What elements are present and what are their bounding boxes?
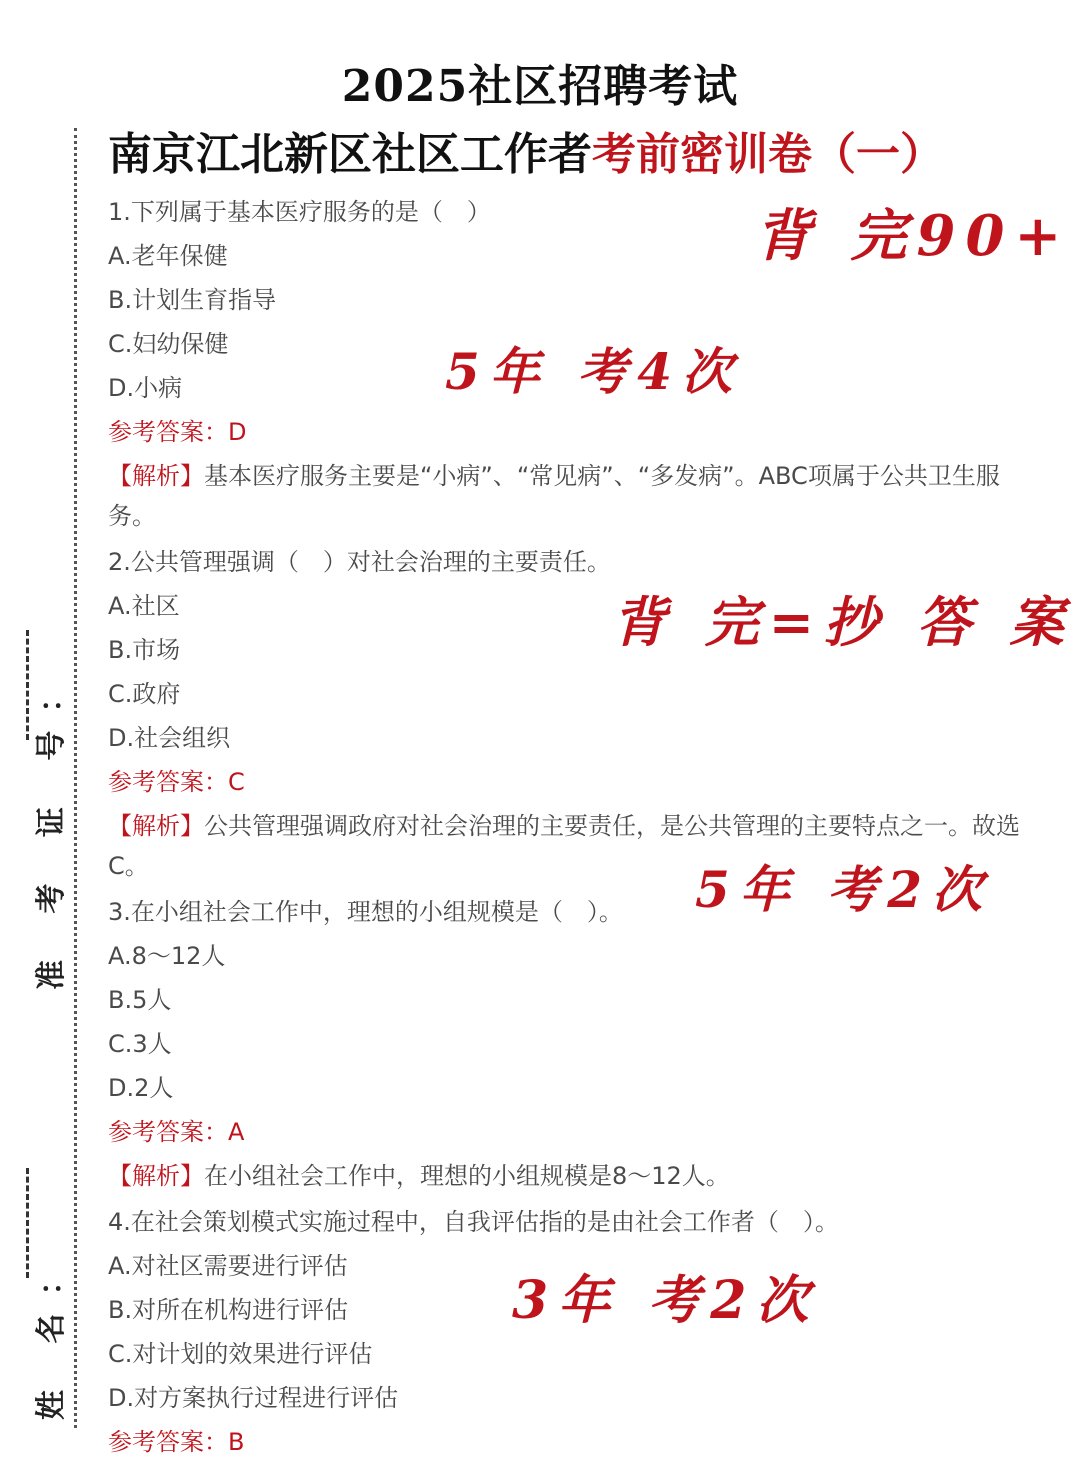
- option: C.对计划的效果进行评估: [108, 1340, 373, 1368]
- answer: 参考答案：B: [108, 1428, 245, 1456]
- question-text: 2.公共管理强调（ ）对社会治理的主要责任。: [108, 548, 611, 576]
- option: A.对社区需要进行评估: [108, 1252, 348, 1280]
- question-text: 3.在小组社会工作中，理想的小组规模是（ ）。: [108, 898, 623, 926]
- option: D.对方案执行过程进行评估: [108, 1384, 399, 1412]
- option: C.政府: [108, 680, 181, 708]
- annotation-copy-answers: 背 完=抄 答 案: [612, 590, 1074, 654]
- analysis-tag: 【解析】: [108, 1162, 204, 1190]
- subtitle-black: 南京江北新区社区工作者: [108, 129, 592, 180]
- answer: 参考答案：A: [108, 1118, 245, 1146]
- answer: 参考答案：D: [108, 418, 247, 446]
- option: D.2人: [108, 1074, 174, 1102]
- annotation-memorize-90: 背 完90+: [755, 203, 1072, 269]
- option: B.计划生育指导: [108, 286, 277, 314]
- annotation-5yr-2times: 5年 考2次: [695, 860, 992, 919]
- question-text: 4.在社会策划模式实施过程中，自我评估指的是由社会工作者（ ）。: [108, 1208, 839, 1236]
- option: A.8～12人: [108, 942, 226, 970]
- option: D.社会组织: [108, 724, 231, 752]
- name-blank-line: [26, 1168, 29, 1278]
- subtitle-red: 考前密训卷（一）: [592, 129, 944, 180]
- option: D.小病: [108, 374, 183, 402]
- analysis-text: 基本医疗服务主要是“小病”、“常见病”、“多发病”。ABC项属于公共卫生服务。: [108, 462, 1000, 530]
- option: B.对所在机构进行评估: [108, 1296, 349, 1324]
- name-label: 姓 名：: [34, 1247, 69, 1420]
- analysis-text: 在小组社会工作中，理想的小组规模是8～12人。: [204, 1162, 730, 1190]
- answer: 参考答案：C: [108, 768, 245, 796]
- analysis: [108, 1156, 1038, 1196]
- option: C.妇幼保健: [108, 330, 229, 358]
- option: B.5人: [108, 986, 172, 1014]
- option: A.老年保健: [108, 242, 228, 270]
- exam-id-blank-line: [26, 630, 29, 740]
- exam-title: 2025社区招聘考试: [341, 61, 739, 112]
- analysis-tag: 【解析】: [108, 462, 204, 490]
- question-block: [108, 890, 1048, 1196]
- analysis-text: 公共管理强调政府对社会治理的主要责任，是公共管理的主要特点之一。故选C。: [108, 812, 1020, 880]
- analysis-tag: 【解析】: [108, 812, 204, 840]
- annotation-5yr-4times: 5年 考4次: [445, 342, 742, 401]
- option: A.社区: [108, 592, 180, 620]
- binding-dotted-line: [74, 128, 77, 1428]
- exam-subtitle: [108, 118, 944, 182]
- annotation-3yr-2times: 3年 考2次: [512, 1270, 819, 1331]
- option: B.市场: [108, 636, 181, 664]
- option: C.3人: [108, 1030, 172, 1058]
- analysis: [108, 456, 1038, 536]
- question-text: 1.下列属于基本医疗服务的是（ ）: [108, 198, 491, 226]
- exam-id-label: 准 考 证 号：: [34, 664, 69, 990]
